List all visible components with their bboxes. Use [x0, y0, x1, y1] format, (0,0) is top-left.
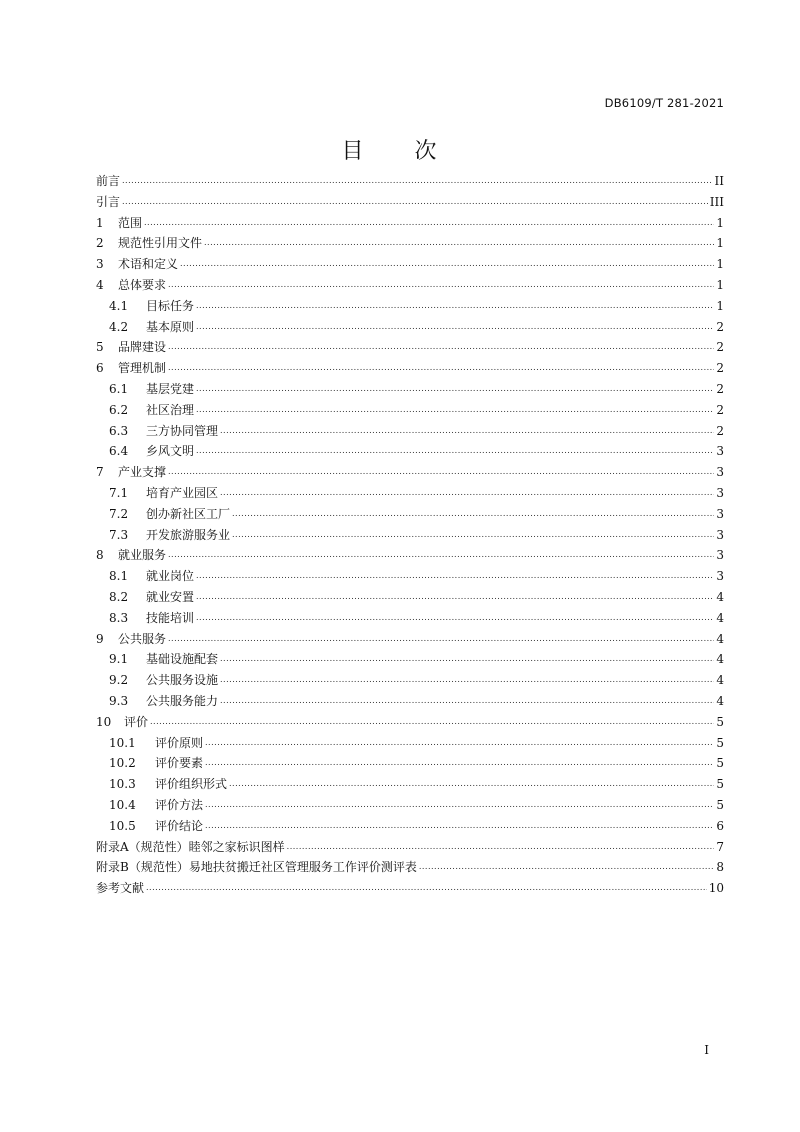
toc-leader-dots — [419, 857, 715, 878]
toc-entry[interactable] — [96, 192, 724, 213]
toc-entry[interactable] — [96, 462, 724, 483]
toc-leader-dots — [168, 462, 714, 483]
toc-entry-page: 3 — [716, 465, 724, 480]
toc-entry[interactable] — [96, 213, 724, 234]
toc-entry[interactable] — [96, 275, 724, 296]
toc-entry-number: 6 — [96, 361, 104, 376]
toc-entry-label: 总体要求 — [118, 277, 167, 292]
toc-entry-page: 3 — [716, 548, 724, 563]
toc-entry-page: 3 — [716, 444, 724, 459]
toc-leader-dots — [287, 837, 715, 858]
toc-entry[interactable] — [96, 608, 724, 629]
toc-entry-page: 2 — [716, 361, 724, 376]
toc-entry-number: 4.1 — [109, 298, 129, 313]
toc-entry-number: 8 — [96, 548, 104, 563]
toc-leader-dots — [168, 337, 714, 358]
toc-leader-dots — [205, 795, 714, 816]
toc-leader-dots — [204, 233, 714, 254]
toc-leader-dots — [220, 649, 714, 670]
toc-entry-page: II — [714, 174, 724, 188]
toc-entry[interactable] — [96, 733, 724, 754]
toc-leader-dots — [180, 254, 714, 275]
toc-entry[interactable] — [96, 545, 724, 566]
toc-leader-dots — [196, 317, 714, 338]
toc-entry-label: 基层党建 — [146, 381, 195, 396]
toc-entry-page: 1 — [716, 298, 724, 313]
page-number: I — [704, 1043, 709, 1057]
toc-entry-page: 4 — [716, 673, 724, 688]
toc-leader-dots — [144, 213, 714, 234]
toc-entry[interactable] — [96, 816, 724, 837]
toc-entry[interactable] — [96, 649, 724, 670]
toc-entry-label: 引言 — [96, 194, 121, 209]
toc-entry-page: 3 — [716, 485, 724, 500]
toc-entry-number: 9.1 — [109, 652, 129, 667]
toc-entry-label: 乡风文明 — [146, 444, 195, 459]
toc-entry-page: 2 — [716, 319, 724, 334]
toc-entry-number: 10 — [96, 714, 112, 729]
toc-entry-label: 基本原则 — [146, 319, 195, 334]
toc-entry-number: 6.3 — [109, 423, 129, 438]
toc-entry-label: 评价原则 — [155, 735, 204, 750]
toc-entry-label: 规范性引用文件 — [118, 236, 203, 251]
toc-entry[interactable] — [96, 629, 724, 650]
toc-leader-dots — [205, 733, 714, 754]
toc-entry-number: 10.4 — [109, 797, 136, 812]
toc-entry-label: 就业岗位 — [146, 569, 195, 584]
toc-entry-number: 9.2 — [109, 673, 129, 688]
toc-entry-label: 参考文献 — [96, 881, 145, 896]
toc-entry-page: 2 — [716, 381, 724, 396]
toc-entry-number: 10.5 — [109, 818, 136, 833]
toc-entry-label: 评价结论 — [155, 818, 204, 833]
toc-leader-dots — [168, 275, 714, 296]
toc-entry-number: 6.4 — [109, 444, 129, 459]
toc-entry-label: 社区治理 — [146, 402, 195, 417]
toc-leader-dots — [205, 816, 714, 837]
toc-leader-dots — [168, 358, 714, 379]
toc-leader-dots — [220, 421, 714, 442]
toc-entry[interactable] — [96, 878, 724, 899]
toc-entry[interactable] — [96, 233, 724, 254]
toc-entry-page: 4 — [716, 652, 724, 667]
toc-entry-page: 5 — [716, 797, 724, 812]
toc-entry-page: 1 — [716, 215, 724, 230]
toc-entry-page: 3 — [716, 569, 724, 584]
toc-entry[interactable] — [96, 379, 724, 400]
toc-entry[interactable] — [96, 504, 724, 525]
toc-entry-label: 基础设施配套 — [146, 652, 219, 667]
toc-entry-page: 1 — [716, 236, 724, 251]
toc-entry-number: 7 — [96, 465, 104, 480]
toc-entry-number: 8.3 — [109, 610, 129, 625]
toc-entry-page: 5 — [716, 777, 724, 792]
toc-entry-number: 10.3 — [109, 777, 136, 792]
toc-entry[interactable] — [96, 795, 724, 816]
toc-entry-label: 管理机制 — [118, 361, 167, 376]
toc-entry-page: 5 — [716, 714, 724, 729]
toc-entry-label: 评价方法 — [155, 797, 204, 812]
toc-entry-page: 1 — [716, 277, 724, 292]
toc-entry-label: 前言 — [96, 174, 121, 188]
toc-entry-number: 7.1 — [109, 485, 129, 500]
toc-leader-dots — [196, 400, 714, 421]
toc-entry-number: 1 — [96, 215, 104, 230]
toc-entry-page: 8 — [716, 860, 724, 875]
toc-entry-page: 6 — [716, 818, 724, 833]
toc-leader-dots — [220, 691, 714, 712]
toc-entry-number: 8.1 — [109, 569, 129, 584]
toc-entry-number: 6.1 — [109, 381, 129, 396]
toc-entry[interactable] — [96, 358, 724, 379]
toc-leader-dots — [196, 441, 714, 462]
toc-entry[interactable] — [96, 337, 724, 358]
toc-entry-number: 4 — [96, 277, 104, 292]
toc-leader-dots — [220, 670, 714, 691]
toc-entry-number: 10.1 — [109, 735, 136, 750]
toc-entry[interactable] — [96, 857, 724, 878]
toc-entry-number: 6.2 — [109, 402, 129, 417]
toc-entry-label: 目标任务 — [146, 298, 195, 313]
toc-leader-dots — [168, 545, 714, 566]
toc-entry-page: 4 — [716, 693, 724, 708]
toc-entry[interactable] — [96, 774, 724, 795]
toc-leader-dots — [146, 878, 707, 899]
toc-leader-dots — [232, 504, 714, 525]
toc-entry-number: 9.3 — [109, 693, 129, 708]
toc-entry[interactable] — [96, 691, 724, 712]
toc-entry-number: 10.2 — [109, 756, 136, 771]
toc-entry-label: 技能培训 — [146, 610, 195, 625]
toc-entry-page: 5 — [716, 756, 724, 771]
toc-entry-label: 评价组织形式 — [155, 777, 228, 792]
toc-entry-number: 8.2 — [109, 589, 129, 604]
toc-entry-page: 4 — [716, 610, 724, 625]
toc-entry-label: 品牌建设 — [118, 340, 167, 355]
toc-leader-dots — [168, 629, 714, 650]
toc-entry-number: 5 — [96, 340, 104, 355]
toc-leader-dots — [196, 379, 714, 400]
toc-leader-dots — [205, 753, 714, 774]
toc-entry-label: 三方协同管理 — [146, 423, 219, 438]
toc-entry-label: 产业支撑 — [118, 465, 167, 480]
toc-leader-dots — [229, 774, 714, 795]
toc-entry-label: 就业安置 — [146, 589, 195, 604]
toc-entry-label: 评价 — [124, 714, 149, 729]
toc-entry-page: 1 — [716, 257, 724, 272]
toc-entry[interactable] — [96, 566, 724, 587]
toc-entry-label: 培育产业园区 — [146, 485, 219, 500]
toc-leader-dots — [196, 566, 714, 587]
toc-entry-label: 就业服务 — [118, 548, 167, 563]
toc-entry-number: 7.2 — [109, 506, 129, 521]
toc-entry[interactable] — [96, 837, 724, 858]
toc-entry-label: 范围 — [118, 215, 143, 230]
toc-leader-dots — [150, 712, 714, 733]
toc-entry[interactable] — [96, 171, 724, 192]
toc-entry-page: 3 — [716, 506, 724, 521]
document-code: DB6109/T 281-2021 — [604, 96, 724, 110]
toc-entry-label: 公共服务 — [118, 631, 167, 646]
toc-entry-number: 3 — [96, 257, 104, 272]
toc-entry-label: 公共服务设施 — [146, 673, 219, 688]
toc-entry-number: 9 — [96, 631, 104, 646]
table-of-contents — [96, 171, 724, 899]
toc-leader-dots — [122, 192, 708, 213]
toc-entry-page: 10 — [708, 881, 724, 896]
toc-entry[interactable] — [96, 421, 724, 442]
toc-entry[interactable] — [96, 753, 724, 774]
toc-entry-page: 3 — [716, 527, 724, 542]
toc-entry-number: 4.2 — [109, 319, 129, 334]
toc-entry-page: 7 — [716, 839, 724, 854]
toc-leader-dots — [220, 483, 714, 504]
toc-entry-label: 术语和定义 — [118, 257, 179, 272]
toc-entry[interactable] — [96, 587, 724, 608]
toc-entry-page: III — [709, 194, 724, 209]
toc-entry[interactable] — [96, 525, 724, 546]
toc-entry-page: 2 — [716, 423, 724, 438]
toc-entry-page: 4 — [716, 589, 724, 604]
toc-entry-number: 7.3 — [109, 527, 129, 542]
toc-entry[interactable] — [96, 483, 724, 504]
toc-entry[interactable] — [96, 712, 724, 733]
toc-leader-dots — [196, 608, 714, 629]
toc-entry[interactable] — [96, 296, 724, 317]
toc-entry[interactable] — [96, 317, 724, 338]
toc-entry[interactable] — [96, 400, 724, 421]
toc-entry-page: 4 — [716, 631, 724, 646]
toc-leader-dots — [196, 296, 714, 317]
toc-entry-page: 2 — [716, 340, 724, 355]
toc-entry[interactable] — [96, 254, 724, 275]
toc-entry-label: 评价要素 — [155, 756, 204, 771]
toc-leader-dots — [196, 587, 714, 608]
toc-entry-label: 附录A（规范性）睦邻之家标识图样 — [96, 839, 285, 854]
toc-leader-dots — [232, 525, 714, 546]
toc-leader-dots — [122, 171, 713, 192]
toc-entry-label: 创办新社区工厂 — [146, 506, 231, 521]
page-title: 目 次 — [341, 139, 459, 164]
toc-entry-label: 公共服务能力 — [146, 693, 219, 708]
toc-entry-label: 附录B（规范性）易地扶贫搬迁社区管理服务工作评价测评表 — [96, 860, 417, 875]
toc-entry[interactable] — [96, 441, 724, 462]
toc-entry-label: 开发旅游服务业 — [146, 527, 231, 542]
toc-entry[interactable] — [96, 670, 724, 691]
toc-entry-number: 2 — [96, 236, 104, 251]
toc-entry-page: 5 — [716, 735, 724, 750]
toc-entry-page: 2 — [716, 402, 724, 417]
